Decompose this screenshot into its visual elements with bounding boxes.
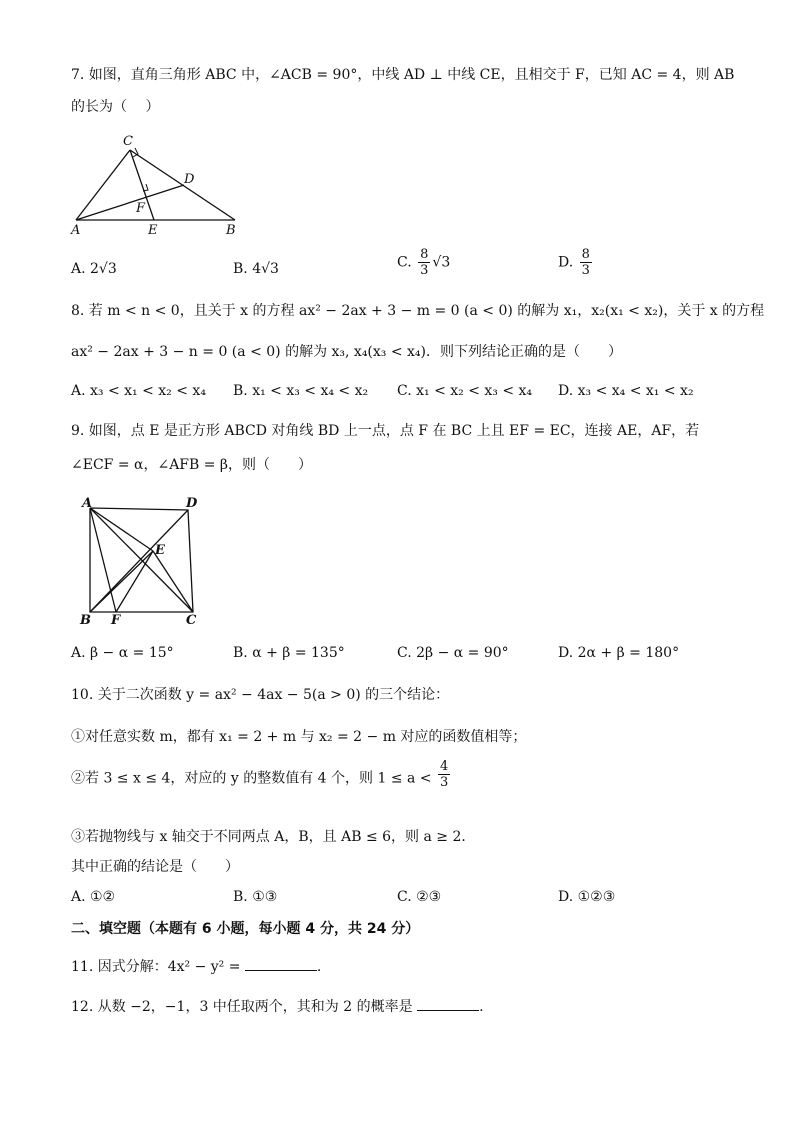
- q10-s2-num: 4: [440, 759, 449, 774]
- q7-option-d-den: 3: [581, 263, 590, 278]
- q9-label-c: C: [186, 613, 197, 628]
- q9-option-a: A. β − α = 15°: [71, 645, 174, 661]
- q8-option-a: A. x₃ < x₁ < x₂ < x₄: [71, 383, 206, 399]
- q10-statement-3: ③若抛物线与 x 轴交于不同两点 A，B，且 AB ≤ 6，则 a ≥ 2．: [71, 829, 476, 845]
- q9-option-d: D. 2α + β = 180°: [558, 645, 680, 661]
- q10-statement-2: [71, 759, 452, 790]
- q9-label-a: A: [82, 496, 93, 511]
- q10-ask: 其中正确的结论是（ ）: [71, 859, 239, 875]
- q10-option-a: A. ①②: [71, 889, 116, 905]
- q8-option-b: B. x₁ < x₃ < x₄ < x₂: [233, 383, 369, 399]
- q10-statement-1: ①对任意实数 m，都有 x₁ = 2 + m 与 x₂ = 2 − m 对应的函数值相等；: [71, 729, 527, 745]
- q7-triangle-figure: [66, 130, 256, 238]
- q11-text: 11. 因式分解：4x² − y² =: [71, 959, 241, 975]
- q9-option-b: B. α + β = 135°: [233, 645, 345, 661]
- q12-period: .: [479, 999, 484, 1015]
- q7-label-e: E: [148, 223, 158, 238]
- q10-option-d: D. ①②③: [558, 889, 616, 905]
- q7-label-f: F: [136, 201, 146, 216]
- q9-option-c: C. 2β − α = 90°: [397, 645, 509, 661]
- q8-option-c: C. x₁ < x₂ < x₃ < x₄: [397, 383, 533, 399]
- q7-option-d-label: D.: [558, 254, 574, 271]
- q7-option-d-fraction: [580, 248, 592, 277]
- q9-stem-line2: ∠ECF = α，∠AFB = β，则（ ）: [71, 457, 313, 473]
- q8-option-d: D. x₃ < x₄ < x₁ < x₂: [558, 383, 694, 399]
- q10-statement-2-fraction: [438, 760, 450, 789]
- q12-text: 12. 从数 −2，−1，3 中任取两个，其和为 2 的概率是: [71, 999, 413, 1015]
- q12-answer-blank[interactable]: [417, 998, 479, 1011]
- q9-label-d: D: [186, 496, 198, 511]
- q7-stem-line1: 7. 如图，直角三角形 ABC 中，∠ACB = 90°，中线 AD ⊥ 中线 CE，且相交于 F，已知 AC = 4，则 AB: [71, 67, 735, 83]
- q11-period: .: [316, 959, 322, 975]
- q10-stem: 10. 关于二次函数 y = ax² − 4ax − 5(a > 0) 的三个结论：: [71, 687, 450, 703]
- q10-option-b: B. ①③: [233, 889, 278, 905]
- q7-option-d-num: 8: [581, 247, 590, 262]
- q7-option-c-fraction: [418, 248, 430, 277]
- q7-label-c: C: [123, 134, 133, 149]
- q7-option-c-label: C.: [397, 254, 412, 271]
- q10-s2-den: 3: [440, 775, 449, 790]
- q7-option-c-root: √3: [432, 254, 451, 271]
- q7-option-b: B. 4√3: [233, 261, 279, 277]
- q10-option-c: C. ②③: [397, 889, 442, 905]
- section-2-heading: 二、填空题（本题有 6 小题，每小题 4 分，共 24 分）: [71, 921, 420, 937]
- q9-label-e: E: [155, 543, 165, 558]
- q7-option-c-num: 8: [420, 247, 429, 262]
- q7-stem-line2: 的长为（ ）: [71, 99, 160, 115]
- q11-answer-blank[interactable]: [245, 958, 317, 971]
- q8-stem-line2: ax² − 2ax + 3 − n = 0 (a < 0) 的解为 x₃, x₄(x₃ < x₄)．则下列结论正确的是（ ）: [71, 344, 623, 360]
- q7-label-b: B: [226, 223, 236, 238]
- q7-option-d: [558, 248, 594, 277]
- q7-option-a: A. 2√3: [71, 261, 117, 277]
- q7-option-c-den: 3: [420, 263, 429, 278]
- q12: [71, 998, 484, 1014]
- q9-label-f: F: [111, 613, 121, 628]
- q7-label-a: A: [71, 223, 81, 238]
- q9-stem-line1: 9. 如图，点 E 是正方形 ABCD 对角线 BD 上一点，点 F 在 BC 上且 EF = EC，连接 AE，AF，若: [71, 423, 700, 439]
- q7-option-c: [397, 248, 450, 277]
- q9-square-figure: [76, 496, 206, 628]
- q9-label-b: B: [80, 613, 91, 628]
- q11: [71, 958, 321, 974]
- q8-stem-line1: 8. 若 m < n < 0，且关于 x 的方程 ax² − 2ax + 3 − m = 0 (a < 0) 的解为 x₁，x₂(x₁ < x₂)，关于 x 的方程: [71, 303, 765, 319]
- q7-label-d: D: [184, 172, 195, 187]
- q10-statement-2-text: ②若 3 ≤ x ≤ 4，对应的 y 的整数值有 4 个，则 1 ≤ a <: [71, 770, 432, 787]
